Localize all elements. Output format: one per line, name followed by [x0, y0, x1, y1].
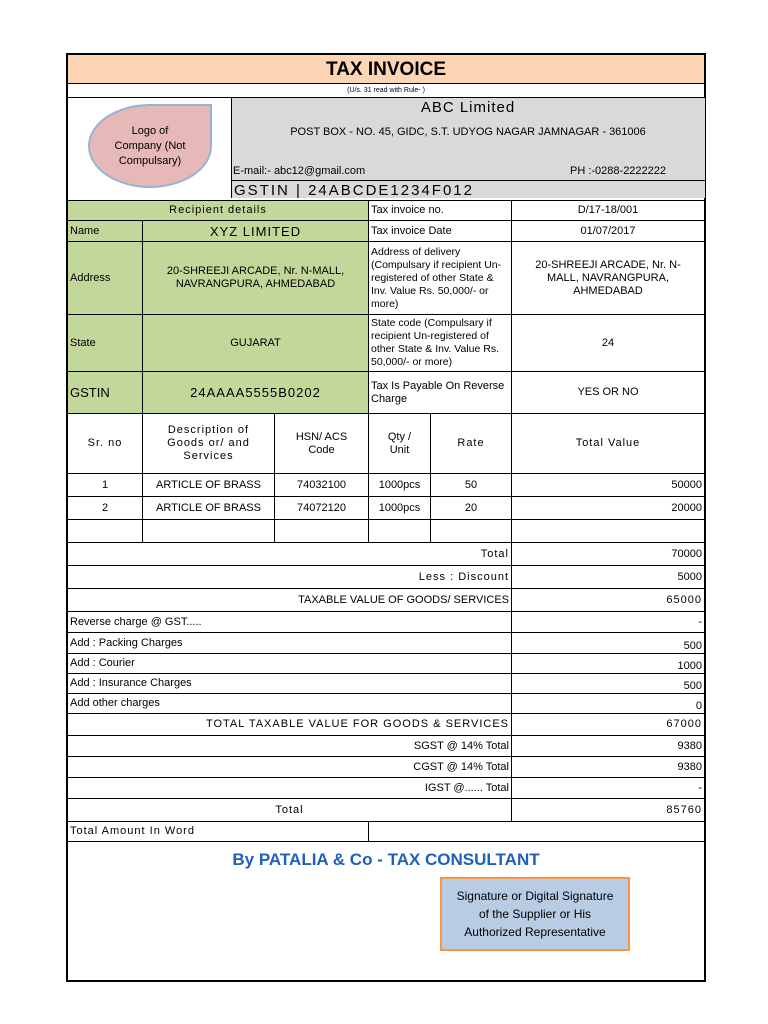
amount-in-words-value [368, 821, 705, 842]
state-code-value: 24 [511, 314, 705, 372]
table-row-1-total: 50000 [511, 473, 705, 497]
recipient-state-value: GUJARAT [142, 314, 369, 372]
signature-text: Signature or Digital Signature of the Supplier or His Authorized Representative [456, 889, 614, 939]
invoice-date-value: 01/07/2017 [511, 220, 705, 242]
summary-sgst-label: SGST @ 14% Total [67, 735, 512, 757]
summary-insurance-value: 500 [511, 673, 705, 694]
summary-packing-label: Add : Packing Charges [67, 632, 512, 654]
signature-box [440, 877, 630, 951]
col-header-description: Description of Goods or/ and Services [142, 413, 275, 474]
col-header-rate: Rate [430, 413, 512, 474]
summary-discount-label: Less : Discount [67, 565, 512, 589]
invoice-title: TAX INVOICE [67, 54, 705, 84]
invoice-date-label: Tax invoice Date [368, 220, 512, 242]
summary-reverse-label: Reverse charge @ GST..... [67, 611, 512, 633]
summary-insurance-label: Add : Insurance Charges [67, 673, 512, 694]
table-row-empty-sr [67, 519, 143, 543]
recipient-gstin-label: GSTIN [67, 371, 143, 414]
table-row-2-total: 20000 [511, 496, 705, 520]
recipient-address-value: 20-SHREEJI ARCADE, Nr. N-MALL, NAVRANGPURA, AHMEDABAD [142, 241, 369, 315]
summary-sgst-value: 9380 [511, 735, 705, 757]
recipient-address-label: Address [67, 241, 143, 315]
table-row-2-qty: 1000pcs [368, 496, 431, 520]
table-row-2-rate: 20 [430, 496, 512, 520]
invoice-no-label: Tax invoice no. [368, 200, 512, 221]
summary-courier-label: Add : Courier [67, 653, 512, 674]
summary-cgst-label: CGST @ 14% Total [67, 756, 512, 778]
summary-courier-value: 1000 [511, 653, 705, 674]
delivery-address-value: 20-SHREEJI ARCADE, Nr. N-MALL, NAVRANGPURA, AHMEDABAD [511, 241, 705, 315]
summary-total-taxable-label: TOTAL TAXABLE VALUE FOR GOODS & SERVICES [67, 713, 512, 736]
invoice-subtitle: (U/s. 31 read with Rule- ) [67, 83, 705, 98]
company-phone: PH :-0288-2222222 [570, 165, 667, 177]
recipient-state-label: State [67, 314, 143, 372]
amount-in-words-label: Total Amount In Word [67, 821, 369, 842]
recipient-section-label: Recipient details [67, 200, 369, 221]
company-gstin: GSTIN | 24ABCDE1234F012 [231, 180, 705, 200]
col-header-qty: Qty / Unit [368, 413, 431, 474]
company-logo-placeholder [88, 104, 212, 188]
table-row-empty-desc [142, 519, 275, 543]
summary-total-taxable-value: 67000 [511, 713, 705, 736]
col-header-sr: Sr. no [67, 413, 143, 474]
recipient-gstin-value: 24AAAA5555B0202 [142, 371, 369, 414]
delivery-address-label: Address of delivery (Compulsary if recipient Un-registered of other State & Inv. Value Rs. 50,000/- or more) [368, 241, 512, 315]
table-row-1-sr: 1 [67, 473, 143, 497]
table-row-empty-total [511, 519, 705, 543]
table-row-1-rate: 50 [430, 473, 512, 497]
reverse-charge-label: Tax Is Payable On Reverse Charge [368, 371, 512, 414]
recipient-name-label: Name [67, 220, 143, 242]
recipient-name-value: XYZ LIMITED [142, 220, 369, 242]
summary-other-value: 0 [511, 693, 705, 714]
table-row-2-desc: ARTICLE OF BRASS [142, 496, 275, 520]
summary-other-label: Add other charges [67, 693, 512, 714]
summary-taxable-label: TAXABLE VALUE OF GOODS/ SERVICES [67, 588, 512, 612]
invoice-no-value: D/17-18/001 [511, 200, 705, 221]
summary-igst-value: - [511, 777, 705, 799]
table-row-1-desc: ARTICLE OF BRASS [142, 473, 275, 497]
reverse-charge-value: YES OR NO [511, 371, 705, 414]
col-header-hsn: HSN/ ACS Code [274, 413, 369, 474]
company-address: POST BOX - NO. 45, GIDC, S.T. UDYOG NAGAR JAMNAGAR - 361006 [290, 126, 646, 138]
table-row-empty-rate [430, 519, 512, 543]
summary-grand-total-label: Total [67, 798, 512, 822]
table-row-2-sr: 2 [67, 496, 143, 520]
col-header-total: Total Value [511, 413, 705, 474]
table-row-1-qty: 1000pcs [368, 473, 431, 497]
company-name: ABC Limited [420, 99, 516, 116]
table-row-empty-hsn [274, 519, 369, 543]
summary-cgst-value: 9380 [511, 756, 705, 778]
summary-taxable-value: 65000 [511, 588, 705, 612]
summary-total-value: 70000 [511, 542, 705, 566]
logo-text: Logo of Company (Not Compulsary) [114, 124, 186, 167]
summary-total-label: Total [67, 542, 512, 566]
summary-discount-value: 5000 [511, 565, 705, 589]
state-code-label: State code (Compulsary if recipient Un-registered of other State & Inv. Value Rs. 50,000/- or more) [368, 314, 512, 372]
summary-igst-label: IGST @...... Total [67, 777, 512, 799]
table-row-empty-qty [368, 519, 431, 543]
table-row-1-hsn: 74032100 [274, 473, 369, 497]
table-row-2-hsn: 74072120 [274, 496, 369, 520]
summary-reverse-value: - [511, 611, 705, 633]
company-email: E-mail:- abc12@gmail.com [233, 165, 366, 177]
consultant-credit: By PATALIA & Co - TAX CONSULTANT [232, 850, 540, 869]
summary-packing-value: 500 [511, 632, 705, 654]
summary-grand-total-value: 85760 [511, 798, 705, 822]
